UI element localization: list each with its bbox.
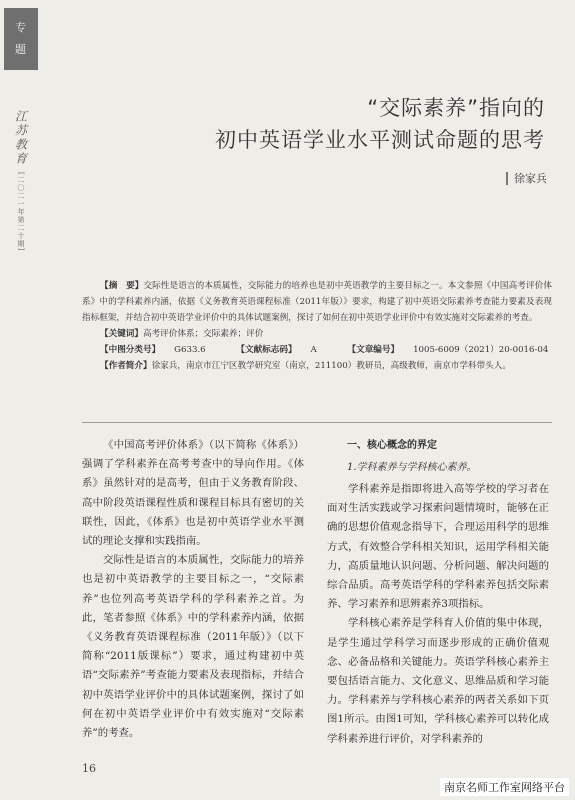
doccode-value: A — [310, 345, 317, 355]
article-title — [215, 92, 545, 156]
author-intro-text: 徐家兵，南京市江宁区教学研究室（南京，211100）教研员，高级教师，南京市学科带头人。 — [151, 361, 511, 371]
body-paragraph-1: 《中国高考评价体系》（以下简称《体系》）强调了学科素养在高考考查中的导向作用。《体系》虽然针对的是高考，但由于义务教育阶段、高中阶段英语课程性质和课程目标具有密切的关联性，因此，《体系》也是初中英语学业水平测试的理论支撑和实践指南。 — [82, 439, 304, 548]
body-paragraph-3: 学科素养是指即将进入高等学校的学习者在面对生活实践或学习探索问题情境时，能够在正确的思想价值观念指导下，合理运用科学的思维方式，有效整合学科相关知识，运用学科相关能力，高质量地认识问题、分析问题、解决问题的综合品质。高考英语学科的学科素养包括交际素养、学习素养和思辨素养3项指标。 — [327, 483, 549, 611]
journal-name: 江苏教育 — [13, 110, 28, 166]
section-tag — [4, 8, 38, 70]
abstract-label: 【摘 要】 — [100, 281, 144, 291]
abstract-block — [82, 278, 552, 374]
section-tag-char-1: 专 — [15, 21, 27, 34]
doccode-label: 【文献标志码】 — [236, 345, 297, 355]
title-line-2: 初中英语学业水平测试命题的思考 — [215, 128, 545, 152]
abstract-text: 交际性是语言的本质属性，交际能力的培养也是初中英语教学的主要目标之一。本文参照《中国高考评价体系》中的学科素养内涵，依据《义务教育英语课程标准（2011年版）》要求，构建了初中英语交际素养考查能力要素及表现指标框架，并结合初中英语学业评价中的具体试题案例，探讨了如何在初中英语学业评价中有效实施对交际素养的考查。 — [82, 281, 552, 323]
body-paragraph-4: 学科核心素养是学科育人价值的集中体现，是学生通过学科学习而逐步形成的正确价值观念、必备品格和关键能力。英语学科核心素养主要包括语言能力、文化意义、思维品质和学习能力。学科素养与学科核心素养的两者关系如下页图1所示。由图1可知，学科核心素养可以转化成学科素养进行评价，对学科素养的 — [327, 617, 549, 745]
section-tag-char-2: 题 — [15, 43, 27, 56]
section-heading: 一、核心概念的界定 — [347, 440, 437, 451]
journal-issue: [二〇二一年第二十期] — [17, 172, 25, 252]
subsection-heading: 1.学科素养与学科核心素养。 — [347, 462, 477, 473]
right-column — [327, 436, 549, 749]
author-intro-row — [82, 358, 552, 374]
clc-label: 【中图分类号】 — [100, 345, 161, 355]
title-line-1: “交际素养”指向的 — [367, 96, 545, 120]
body-paragraph-2: 交际性是语言的本质属性，交际能力的培养也是初中英语教学的主要目标之一，“交际素养”也位列高考英语学科的学科素养之首。为此，笔者参照《体系》中的学科素养内涵，依据《义务教育英语课程标准（2011年版）》（以下简称“2011版课标”）要求，通过构建初中英语“交际素养”考查能力要素及表现指标，并结合初中英语学业评价中的具体试题案例，探讨了如何在初中英语学业评价中有效实施对“交际素养”的考查。 — [82, 554, 304, 740]
classification-row — [82, 342, 552, 358]
left-column — [82, 436, 304, 743]
keywords-label: 【关键词】 — [100, 329, 143, 339]
author-name: 徐家兵 — [506, 172, 547, 185]
watermark-text: 南京名师工作室网络平台 — [440, 778, 569, 796]
keywords-text: 高考评价体系；交际素养；评价 — [142, 329, 264, 339]
divider-rule — [82, 422, 552, 423]
articleno-label: 【文章编号】 — [347, 345, 400, 355]
clc-value: G633.6 — [174, 345, 206, 355]
journal-masthead — [10, 110, 32, 251]
articleno-value: 1005-6009（2021）20-0016-04 — [413, 345, 549, 355]
page-number: 16 — [82, 762, 96, 775]
author-intro-label: 【作者简介】 — [100, 361, 152, 371]
abstract-paragraph — [82, 278, 552, 326]
keywords-row — [82, 326, 552, 342]
